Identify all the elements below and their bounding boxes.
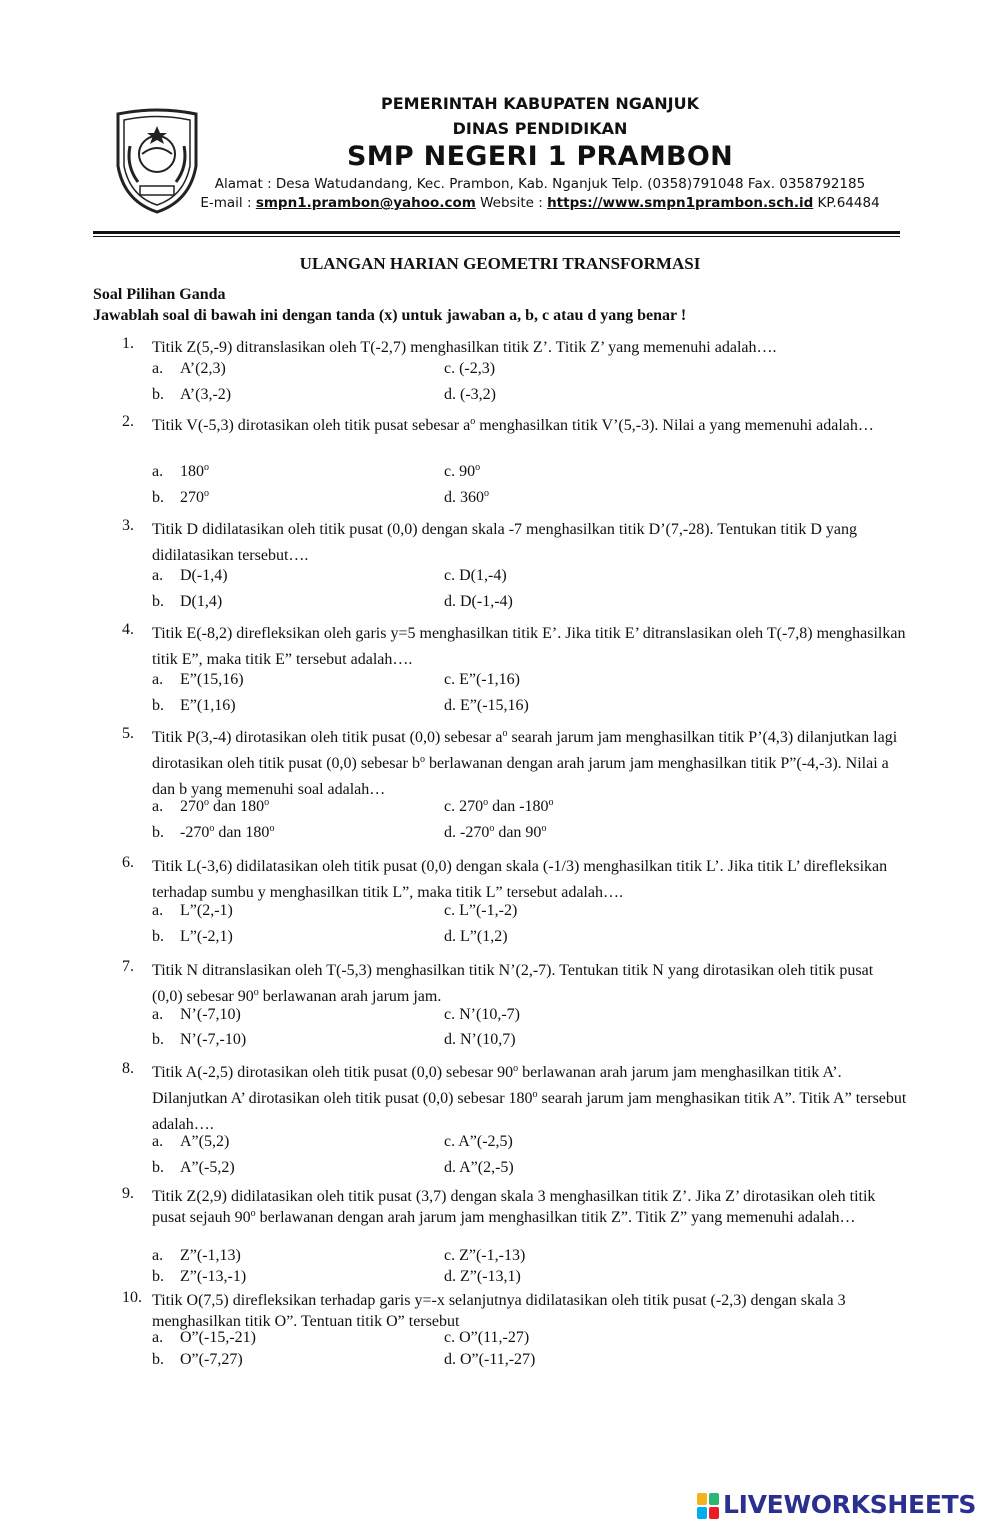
option-b[interactable] — [152, 1351, 243, 1369]
option-text: c. Z”(-1,-13) — [444, 1247, 526, 1264]
option-b[interactable] — [152, 824, 274, 842]
option-text: O”(-7,27) — [180, 1351, 243, 1368]
option-a[interactable] — [152, 1329, 256, 1347]
option-a[interactable] — [152, 798, 269, 816]
option-letter: a. — [152, 902, 164, 919]
liveworksheets-brand — [697, 1488, 997, 1524]
option-text: d. L”(1,2) — [444, 928, 508, 945]
option-text: 180$^o$ — [180, 462, 209, 480]
option-b[interactable] — [152, 489, 209, 507]
option-letter: b. — [152, 1159, 164, 1176]
option-text: c. D(1,-4) — [444, 567, 507, 584]
option-b[interactable] — [152, 697, 236, 715]
option-letter: a. — [152, 1329, 164, 1346]
option-letter: a. — [152, 1247, 164, 1264]
question-text: Titik O(7,5) direfleksikan terhadap garis y=-x selanjutnya didilatasikan oleh titik pusat (-2,3) dengan skala 3 menghasilkan titik O”. Tentuan titik O” tersebut — [152, 1292, 846, 1330]
option-letter: a. — [152, 463, 164, 480]
header-divider-thick — [93, 231, 900, 234]
option-text: 270$^o$ dan 180$^o$ — [180, 797, 270, 815]
option-c[interactable] — [444, 1329, 529, 1347]
option-text: D(1,4) — [180, 593, 223, 610]
option-a[interactable] — [152, 671, 244, 689]
option-text: d. -270$^o$ dan 90$^o$ — [444, 823, 547, 841]
question-text: Titik Z(2,9) didilatasikan oleh titik pusat (3,7) dengan skala 3 menghasilkan titik Z’. Jika Z’ dirotasikan oleh titik pusat sejauh 90$^o$ berlawanan dengan arah jarum jam menghasilkan titik Z”. Titik Z” yang memenuhi adalah… — [152, 1188, 876, 1226]
email-label: E-mail : — [200, 195, 256, 211]
postcode: KP.64484 — [813, 195, 880, 211]
option-c[interactable] — [444, 798, 554, 816]
option-a[interactable] — [152, 360, 226, 378]
header-divider-thin — [93, 236, 900, 237]
option-text: c. A”(-2,5) — [444, 1133, 513, 1150]
question-text: Titik N ditranslasikan oleh T(-5,3) menghasilkan titik N’(2,-7). Tentukan titik N yang dirotasikan oleh titik pusat (0,0) sebesar 90$^o$ berlawanan arah jarum jam. — [152, 962, 874, 1005]
liveworksheets-logo-icon — [697, 1493, 719, 1519]
option-text: c. L”(-1,-2) — [444, 902, 518, 919]
option-letter: b. — [152, 824, 164, 841]
option-letter: b. — [152, 489, 164, 506]
regency-emblem-icon — [110, 106, 204, 216]
option-text: d. (-3,2) — [444, 386, 496, 403]
option-letter: b. — [152, 593, 164, 610]
option-letter: b. — [152, 1351, 164, 1368]
option-d[interactable] — [444, 928, 508, 946]
option-d[interactable] — [444, 697, 529, 715]
section-instruction: Jawablah soal di bawah ini dengan tanda (x) untuk jawaban a, b, c atau d yang benar ! — [93, 307, 687, 324]
option-text: D(-1,4) — [180, 567, 228, 584]
question-text: Titik Z(5,-9) ditranslasikan oleh T(-2,7) menghasilkan titik Z’. Titik Z’ yang memenuhi adalah…. — [152, 339, 777, 356]
option-b[interactable] — [152, 1031, 246, 1049]
letterhead — [100, 88, 900, 238]
contact-line — [200, 195, 880, 211]
option-text: d. O”(-11,-27) — [444, 1351, 536, 1368]
exam-title: ULANGAN HARIAN GEOMETRI TRANSFORMASI — [299, 254, 701, 273]
option-text: L”(-2,1) — [180, 928, 233, 945]
option-d[interactable] — [444, 593, 513, 611]
option-b[interactable] — [152, 386, 231, 404]
option-letter: b. — [152, 1268, 164, 1285]
option-text: Z”(-13,-1) — [180, 1268, 247, 1285]
option-d[interactable] — [444, 1159, 514, 1177]
department-name: DINAS PENDIDIKAN — [452, 119, 628, 138]
question-text: Titik E(-8,2) direfleksikan oleh garis y=5 menghasilkan titik E’. Jika titik E’ ditranslasikan oleh T(-7,8) menghasilkan titik E”, maka titik E” tersebut adalah…. — [152, 625, 906, 668]
question-number: 3. — [122, 517, 134, 534]
question-text: Titik L(-3,6) didilatasikan oleh titik pusat (0,0) dengan skala (-1/3) menghasilkan titik L’. Jika titik L’ direfleksikan terhadap sumbu y menghasilkan titik L”, maka titik L” tersebut adalah…. — [152, 858, 888, 901]
question-number: 6. — [122, 854, 134, 871]
option-d[interactable] — [444, 824, 546, 842]
option-b[interactable] — [152, 1159, 235, 1177]
option-letter: b. — [152, 386, 164, 403]
government-name: PEMERINTAH KABUPATEN NGANJUK — [381, 94, 699, 113]
option-letter: a. — [152, 360, 164, 377]
option-text: E”(1,16) — [180, 697, 236, 714]
option-text: d. 360$^o$ — [444, 488, 489, 506]
option-c[interactable] — [444, 902, 517, 920]
option-a[interactable] — [152, 1006, 241, 1024]
option-text: E”(15,16) — [180, 671, 244, 688]
option-text: c. (-2,3) — [444, 360, 496, 377]
option-text: c. O”(11,-27) — [444, 1329, 530, 1346]
option-c[interactable] — [444, 360, 495, 378]
option-text: d. N’(10,7) — [444, 1031, 516, 1048]
option-text: O”(-15,-21) — [180, 1329, 256, 1346]
question-number: 4. — [122, 621, 134, 638]
option-c[interactable] — [444, 567, 507, 585]
letterhead-text — [200, 88, 880, 211]
option-b[interactable] — [152, 1268, 246, 1286]
section-heading: Soal Pilihan Ganda — [93, 286, 226, 303]
option-a[interactable] — [152, 1247, 241, 1265]
option-d[interactable] — [444, 386, 496, 404]
option-a[interactable] — [152, 902, 233, 920]
brand-text: LIVEWORKSHEETS — [723, 1490, 977, 1519]
option-text: d. A”(2,-5) — [444, 1159, 514, 1176]
option-b[interactable] — [152, 928, 233, 946]
option-text: d. Z”(-13,1) — [444, 1268, 521, 1285]
option-text: Z”(-1,13) — [180, 1247, 241, 1264]
option-letter: b. — [152, 697, 164, 714]
option-c[interactable] — [444, 1247, 525, 1265]
option-text: c. 90$^o$ — [444, 462, 481, 480]
option-b[interactable] — [152, 593, 222, 611]
website-link[interactable]: https://www.smpn1prambon.sch.id — [547, 195, 814, 211]
option-c[interactable] — [444, 671, 520, 689]
option-letter: a. — [152, 1006, 164, 1023]
website-label: Website : — [475, 195, 548, 211]
option-letter: a. — [152, 1133, 164, 1150]
question-number: 5. — [122, 725, 134, 742]
option-text: c. 270$^o$ dan -180$^o$ — [444, 797, 554, 815]
question-number: 10. — [122, 1289, 142, 1306]
option-text: A’(3,-2) — [180, 386, 232, 403]
question-text: Titik V(-5,3) dirotasikan oleh titik pusat sebesar $a^o$ menghasilkan titik V’(5,-3). Nilai a yang memenuhi adalah… — [152, 416, 874, 434]
school-name: SMP NEGERI 1 PRAMBON — [346, 141, 734, 172]
option-text: d. D(-1,-4) — [444, 593, 513, 610]
option-text: A’(2,3) — [180, 360, 226, 377]
option-a[interactable] — [152, 463, 209, 481]
option-c[interactable] — [444, 463, 480, 481]
option-letter: b. — [152, 928, 164, 945]
option-text: -270$^o$ dan 180$^o$ — [180, 823, 275, 841]
question-number: 7. — [122, 958, 134, 975]
question-number: 9. — [122, 1185, 134, 1202]
option-text: c. N’(10,-7) — [444, 1006, 520, 1023]
option-c[interactable] — [444, 1006, 520, 1024]
school-address: Alamat : Desa Watudandang, Kec. Prambon, Kab. Nganjuk Telp. (0358)791048 Fax. 0358792185 — [214, 176, 866, 192]
option-text: d. E”(-15,16) — [444, 697, 529, 714]
option-text: L”(2,-1) — [180, 902, 233, 919]
option-d[interactable] — [444, 1351, 535, 1369]
option-letter: a. — [152, 567, 164, 584]
option-text: A”(-5,2) — [180, 1159, 235, 1176]
option-a[interactable] — [152, 567, 228, 585]
option-text: N’(-7,-10) — [180, 1031, 247, 1048]
option-text: c. E”(-1,16) — [444, 671, 520, 688]
question-text: Titik D didilatasikan oleh titik pusat (0,0) dengan skala -7 menghasilkan titik D’(7,-28). Tentukan titik D yang didilatasikan tersebut…. — [152, 521, 857, 564]
option-letter: a. — [152, 798, 164, 815]
option-d[interactable] — [444, 1268, 521, 1286]
option-text: N’(-7,10) — [180, 1006, 241, 1023]
option-d[interactable] — [444, 489, 489, 507]
option-text: 270$^o$ — [180, 488, 209, 506]
question-number: 1. — [122, 335, 134, 352]
option-text: A”(5,2) — [180, 1133, 230, 1150]
option-letter: a. — [152, 671, 164, 688]
question-text: Titik A(-2,5) dirotasikan oleh titik pusat (0,0) sebesar 90$^o$ berlawanan arah jarum jam menghasilkan titik A’. Dilanjutkan A’ dirotasikan oleh titik pusat (0,0) sebesar 180$^o$ searah jarum jam menghasikan titik A”. Titik A” tersebut adalah…. — [152, 1063, 907, 1133]
option-d[interactable] — [444, 1031, 516, 1049]
question-number: 8. — [122, 1060, 134, 1077]
question-text: Titik P(3,-4) dirotasikan oleh titik pusat (0,0) sebesar $a^o$ searah jarum jam menghasilkan titik P’(4,3) dilanjutkan lagi dirotasikan oleh titik pusat (0,0) sebesar $b^o$ berlawanan dengan arah jarum jam menghasilkan titik P”(-4,-3). Nilai a dan b yang memenuhi soal adalah… — [152, 728, 898, 798]
option-a[interactable] — [152, 1133, 229, 1151]
option-letter: b. — [152, 1031, 164, 1048]
option-c[interactable] — [444, 1133, 513, 1151]
question-number: 2. — [122, 413, 134, 430]
email-link[interactable]: smpn1.prambon@yahoo.com — [255, 195, 476, 211]
